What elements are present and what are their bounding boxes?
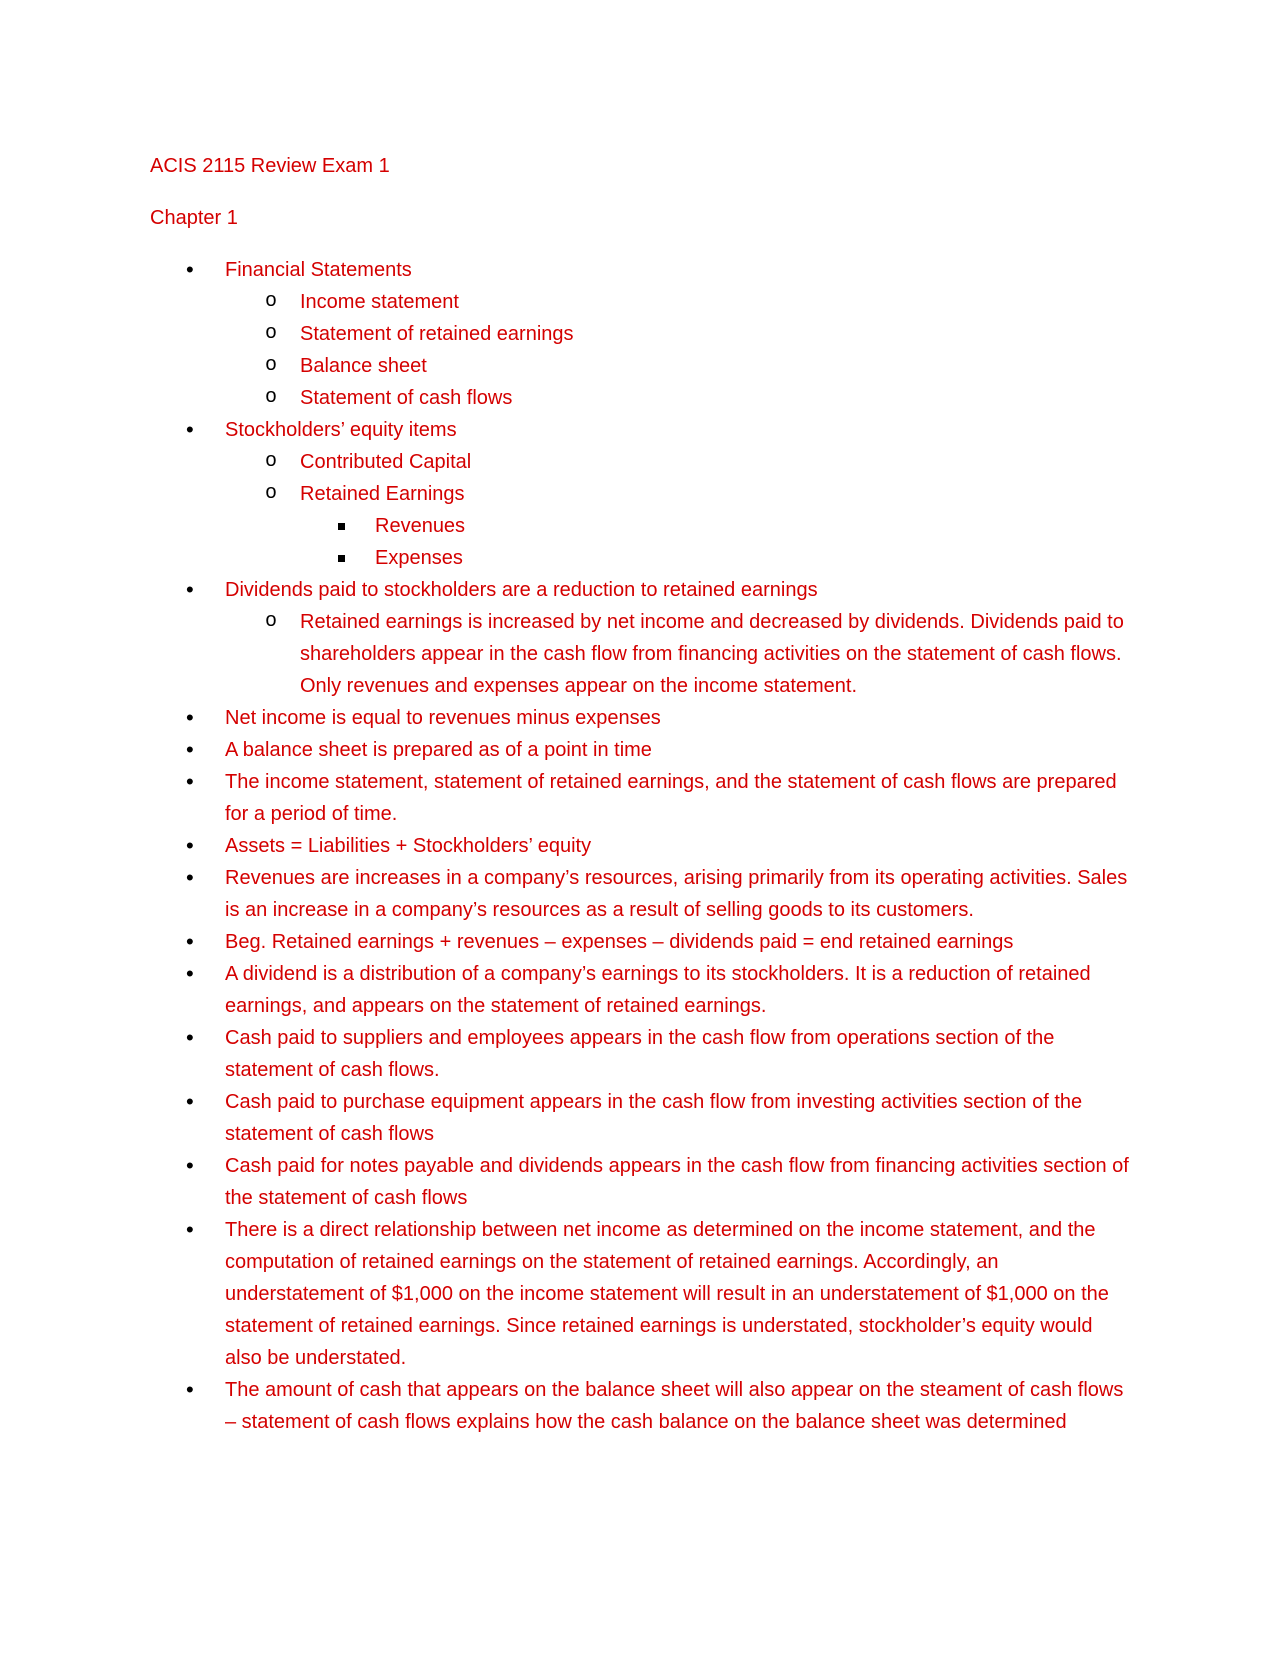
list-item xyxy=(150,382,1130,414)
list-item xyxy=(150,766,1130,830)
list-item-text: A balance sheet is prepared as of a point in time xyxy=(225,739,652,761)
bullet-icon: • xyxy=(186,865,194,890)
bullet-icon: • xyxy=(186,1377,194,1402)
list-item xyxy=(150,862,1130,926)
bullet-icon: • xyxy=(186,417,194,442)
list-item xyxy=(150,1086,1130,1150)
list-item xyxy=(150,446,1130,478)
list-item-text: Cash paid to suppliers and employees appears in the cash flow from operations section of the statement of cash flows. xyxy=(225,1027,1055,1081)
list-item-text: Retained earnings is increased by net income and decreased by dividends. Dividends paid to shareholders appear in the cash flow from financing activities on the statement of cash flows. Only revenues and expenses appear on the income statement. xyxy=(300,611,1124,697)
list-item xyxy=(150,478,1130,510)
circle-bullet-icon: o xyxy=(265,386,278,409)
circle-bullet-icon: o xyxy=(265,482,278,505)
list-item xyxy=(150,1214,1130,1374)
list-item-text: Statement of cash flows xyxy=(300,387,513,409)
list-item-text: A dividend is a distribution of a company’s earnings to its stockholders. It is a reduction of retained earnings, and appears on the statement of retained earnings. xyxy=(225,963,1091,1017)
circle-bullet-icon: o xyxy=(265,322,278,345)
list-item xyxy=(150,510,1130,542)
circle-bullet-icon: o xyxy=(265,610,278,633)
list-item-text: Financial Statements xyxy=(225,259,412,281)
list-item xyxy=(150,734,1130,766)
list-item-text: Revenues are increases in a company’s resources, arising primarily from its operating activities. Sales is an increase in a company’s resources as a result of selling goods to its customers. xyxy=(225,867,1128,921)
square-bullet-icon xyxy=(338,555,345,562)
bullet-icon: • xyxy=(186,961,194,986)
bullet-icon: • xyxy=(186,705,194,730)
bullet-icon: • xyxy=(186,577,194,602)
document-title: ACIS 2115 Review Exam 1 xyxy=(150,155,390,177)
list-item-text: Beg. Retained earnings + revenues – expenses – dividends paid = end retained earnings xyxy=(225,931,1014,953)
list-item-text: Stockholders’ equity items xyxy=(225,419,457,441)
list-item xyxy=(150,830,1130,862)
list-item-text: Revenues xyxy=(375,515,466,537)
bullet-icon: • xyxy=(186,769,194,794)
list-item xyxy=(150,926,1130,958)
list-item-text: Expenses xyxy=(375,547,463,569)
list-item-text: Contributed Capital xyxy=(300,451,472,473)
list-item xyxy=(150,606,1130,702)
list-item xyxy=(150,574,1130,606)
bullet-icon: • xyxy=(186,1153,194,1178)
document-content xyxy=(150,150,1130,1438)
list-item-text: Retained Earnings xyxy=(300,483,465,505)
circle-bullet-icon: o xyxy=(265,290,278,313)
square-bullet-icon xyxy=(338,523,345,530)
bullet-icon: • xyxy=(186,1217,194,1242)
list-item-text: Assets = Liabilities + Stockholders’ equity xyxy=(225,835,592,857)
list-item xyxy=(150,414,1130,446)
bullet-icon: • xyxy=(186,1089,194,1114)
list-item-text: There is a direct relationship between net income as determined on the income statement, and the computation of retained earnings on the statement of retained earnings. Accordingly, an understatement of $1,000 on the income statement will result in an understatement of $1,000 on the statement of retained earnings. Since retained earnings is understated, stockholder’s equity would also be understated. xyxy=(225,1219,1109,1369)
list-item-text: The amount of cash that appears on the balance sheet will also appear on the steament of cash flows – statement of cash flows explains how the cash balance on the balance sheet was determined xyxy=(225,1379,1124,1433)
list-item xyxy=(150,350,1130,382)
list-item xyxy=(150,542,1130,574)
chapter-heading: Chapter 1 xyxy=(150,207,238,229)
list-item xyxy=(150,958,1130,1022)
list-item-text: Balance sheet xyxy=(300,355,427,377)
bullet-icon: • xyxy=(186,737,194,762)
list-item xyxy=(150,318,1130,350)
list-item-text: Income statement xyxy=(300,291,459,313)
bullet-icon: • xyxy=(186,929,194,954)
bullet-icon: • xyxy=(186,833,194,858)
list-item-text: Cash paid for notes payable and dividends appears in the cash flow from financing activities section of the statement of cash flows xyxy=(225,1155,1129,1209)
list-item xyxy=(150,1150,1130,1214)
list-item xyxy=(150,702,1130,734)
review-list xyxy=(150,254,1130,1438)
bullet-icon: • xyxy=(186,257,194,282)
list-item xyxy=(150,254,1130,286)
list-item-text: The income statement, statement of retained earnings, and the statement of cash flows are prepared for a period of time. xyxy=(225,771,1117,825)
list-item-text: Dividends paid to stockholders are a reduction to retained earnings xyxy=(225,579,818,601)
list-item-text: Net income is equal to revenues minus expenses xyxy=(225,707,661,729)
bullet-icon: • xyxy=(186,1025,194,1050)
circle-bullet-icon: o xyxy=(265,354,278,377)
circle-bullet-icon: o xyxy=(265,450,278,473)
list-item xyxy=(150,1022,1130,1086)
list-item xyxy=(150,1374,1130,1438)
list-item xyxy=(150,286,1130,318)
list-item-text: Statement of retained earnings xyxy=(300,323,574,345)
list-item-text: Cash paid to purchase equipment appears in the cash flow from investing activities section of the statement of cash flows xyxy=(225,1091,1083,1145)
